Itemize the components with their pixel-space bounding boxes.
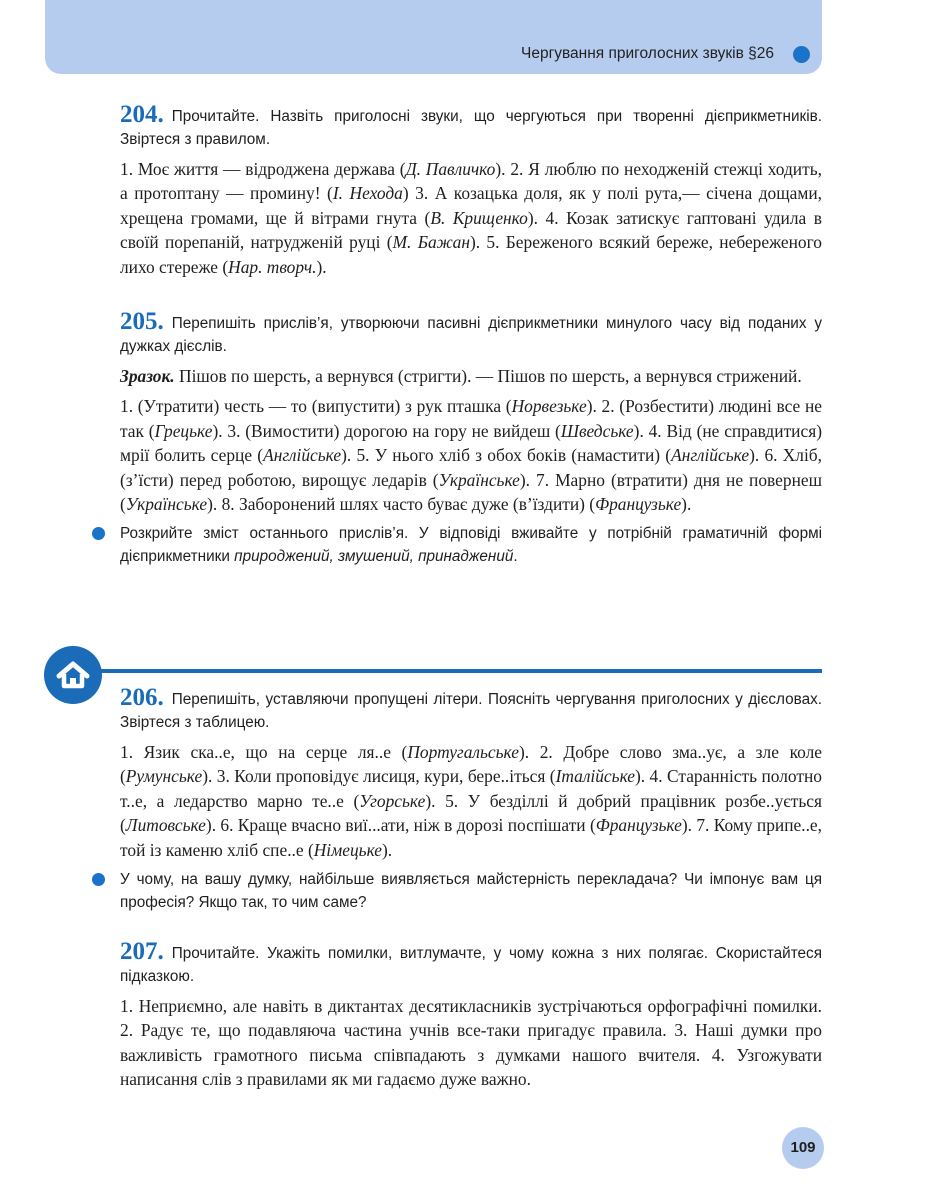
page-number: 109 xyxy=(782,1127,824,1169)
exercise-text-205: 1. (Утратити) честь — то (випустити) з рук пташка (Норвезьке). 2. (Розбестити) людині все не так (Грецьке). 3. (Вимостити) дорогою на гору не вийдеш (Шведське). 4. Від (не справдитися) мрії болить серце (Англійське). 5. У нього хліб з обох боків (намастити) (Англійське). 6. Хліб, (з’їсти) перед роботою, вирощує ледарів (Українське). 7. Марно (втратити) дня не повернеш (Українське). 8. Заборонений шлях часто буває дуже (в’їздити) (Французьке). xyxy=(120,396,822,515)
task-205: 205. Перепишіть прислів’я, утворюючи пасивні дієприкметники минулого часу від поданих у дужках дієслів. xyxy=(120,308,822,355)
exercise-text-206: 1. Язик ска..е, що на серце ля..е (Португальське). 2. Добре слово зма..ує, а зле коле (Румунське). 3. Коли проповідує лисиця, кури, бере..іться (Італійське). 4. Старанність полотно т..е, а ледарство марно те..е (Угорське). 5. У безділлі й добрий працівник розбе..ується (Литовське). 6. Краще вчасно виї...ати, ніж в дорозі поспішати (Французьке). 7. Кому припе..е, той із каменю хліб спе..е (Німецьке). xyxy=(120,742,822,860)
task-204: 204. Прочитайте. Назвіть приголосні звуки, що чергуються при творенні дієприкметників. Звіртеся з правилом. xyxy=(120,101,822,148)
blue-dot-icon xyxy=(793,46,810,63)
home-icon xyxy=(44,646,102,704)
exercise-number: 206. xyxy=(120,684,164,711)
exercise-text-204: 1. Моє життя — відроджена держава (Д. Павличко). 2. Я люблю по неходженій стежці ходить, а протоптану — промину! (І. Нехода) 3. А козацька доля, як у полі рута,— січена дощами, хрещена громами, ще й вітрами гнута (В. Крищенко). 4. Козак затискує гаптовані удила в своїй порепаній, натрудженій руці (М. Бажан). 5. Береженого всякий береже, небереженого лихо стереже (Нар. творч.). xyxy=(120,159,823,277)
bullet-205: Розкрийте зміст останнього прислів’я. У відповіді вживайте у потрібній граматичній формі дієприкметники природжений, змушений, принаджений. xyxy=(120,522,822,568)
bullet-dot-icon xyxy=(92,527,105,540)
exercise-number: 205. xyxy=(120,308,164,335)
exercise-207 xyxy=(120,940,822,1092)
exercise-206 xyxy=(120,686,822,914)
section-divider xyxy=(100,669,822,673)
section-title: Чергування приголосних звуків §26 xyxy=(521,45,774,62)
header-band xyxy=(45,0,822,74)
exercise-205 xyxy=(120,310,822,568)
task-206: 206. Перепишіть, уставляючи пропущені літери. Поясніть чергування приголосних у дієсловах. Звіртеся з таблицею. xyxy=(120,684,822,731)
task-207: 207. Прочитайте. Укажіть помилки, витлумачте, у чому кожна з них полягає. Скористайтеся підказкою. xyxy=(120,938,822,985)
exercise-number: 204. xyxy=(120,101,164,128)
bullet-dot-icon xyxy=(92,873,105,886)
sample-205: Зразок. Пішов по шерсть, а вернувся (стригти). — Пішов по шерсть, а вернувся стрижений. xyxy=(120,366,802,386)
exercise-text-207: 1. Неприємно, але навіть в диктантах десятикласників зустрічаються орфографічні помилки. 2. Радує те, що подавляюча частина учнів все-таки пригадує правила. 3. Наші думки про важливість грамотного письма співпадають з думками нашого вчителя. 4. Узгожувати написання слів з правилами як ми гадаємо дуже важно. xyxy=(120,996,822,1090)
bullet-206: У чому, на вашу думку, найбільше виявляється майстерність перекладача? Чи імпонує вам ця професія? Якщо так, то чим саме? xyxy=(120,868,822,914)
exercise-204 xyxy=(120,103,822,279)
exercise-number: 207. xyxy=(120,938,164,965)
